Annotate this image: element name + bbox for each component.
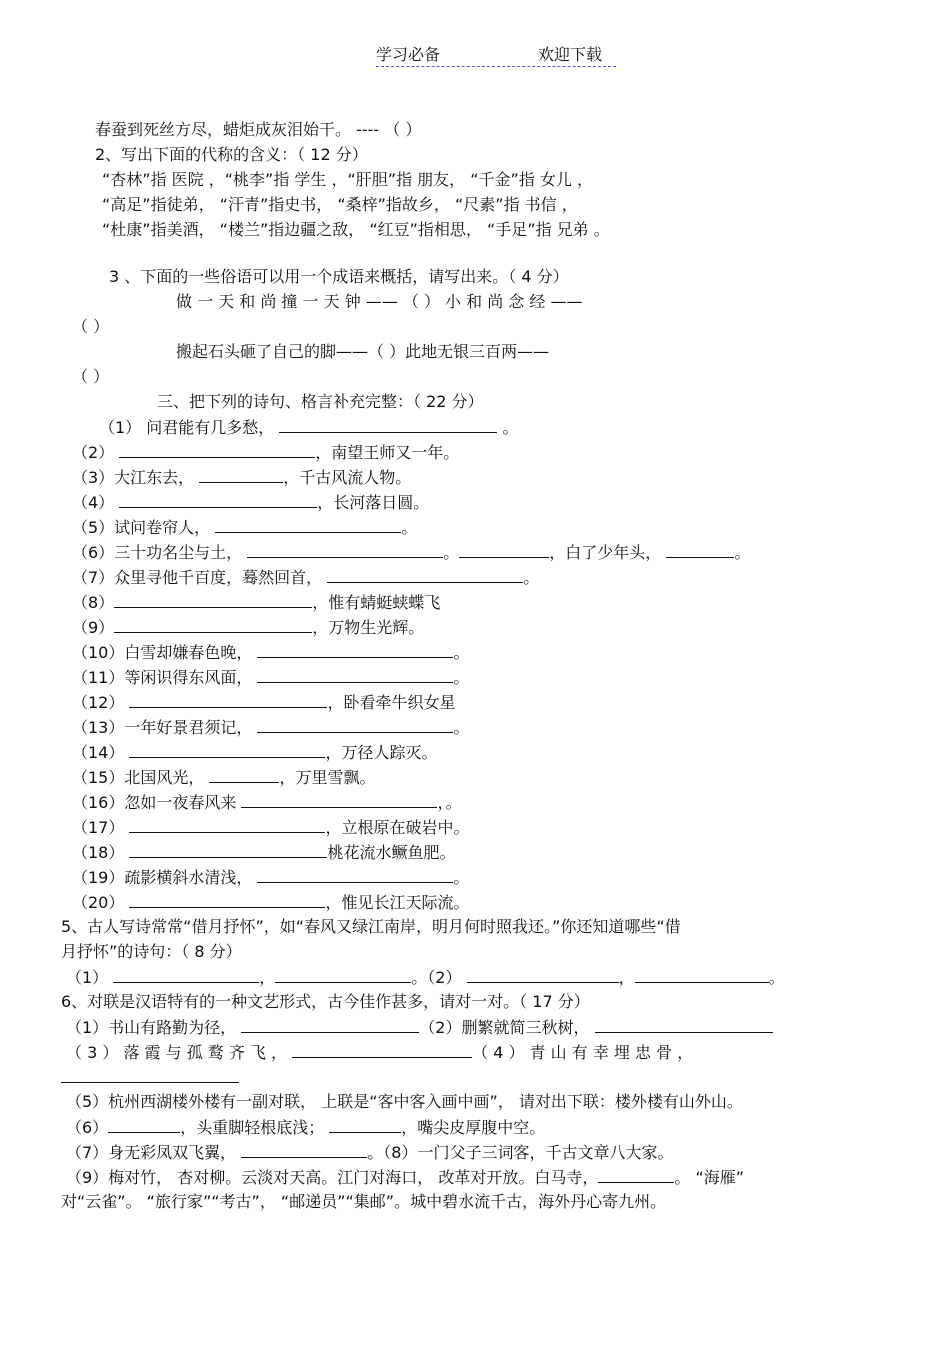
text-line bbox=[66, 1116, 545, 1139]
text-line bbox=[66, 1016, 773, 1039]
text-line bbox=[66, 1091, 743, 1113]
line-text: （19）疏影横斜水清浅， bbox=[72, 868, 258, 887]
line-text: （20） bbox=[72, 893, 130, 912]
text-line bbox=[176, 341, 549, 363]
answer-blank[interactable] bbox=[215, 516, 401, 533]
answer-blank[interactable] bbox=[257, 641, 453, 658]
line-text: 。 bbox=[453, 718, 470, 737]
answer-blank[interactable] bbox=[257, 666, 453, 683]
text-line bbox=[72, 316, 109, 338]
text-line bbox=[72, 691, 455, 714]
line-text: （13）一年好景君须记， bbox=[72, 718, 258, 737]
text-line bbox=[61, 1066, 239, 1089]
text-line bbox=[72, 766, 375, 789]
line-text: （1） 问君能有几多愁， bbox=[99, 418, 280, 437]
line-text: ， bbox=[618, 968, 635, 987]
line-text: （3）大江东去， bbox=[72, 468, 200, 487]
line-text: （2） bbox=[72, 443, 120, 462]
line-text: ，万径人踪灭。 bbox=[325, 743, 438, 762]
text-line bbox=[72, 591, 440, 614]
answer-blank[interactable] bbox=[257, 716, 453, 733]
text-line bbox=[157, 391, 484, 413]
text-line bbox=[102, 219, 610, 241]
text-line bbox=[61, 916, 681, 938]
line-text: “杏林”指 医院 ，“桃李”指 学生 ，“肝胆”指 朋友， “千金”指 女儿 ， bbox=[102, 170, 594, 189]
line-text: 搬起石头砸了自己的脚——（ ）此地无银三百两—— bbox=[176, 342, 550, 361]
text-line bbox=[95, 144, 368, 166]
line-text: ，嘴尖皮厚腹中空。 bbox=[401, 1118, 546, 1137]
text-line bbox=[72, 791, 461, 814]
line-text: （ 4 ） 青 山 有 幸 埋 忠 骨 ， bbox=[472, 1043, 694, 1062]
line-text: 。 bbox=[497, 418, 519, 437]
header-left-text: 学习必备 bbox=[376, 45, 441, 64]
line-text: ，万里雪飘。 bbox=[279, 768, 376, 787]
line-text: “杜康”指美酒， “楼兰”指边疆之敌， “红豆”指相思， “手足”指 兄弟 。 bbox=[102, 220, 610, 239]
line-text: 。 bbox=[453, 668, 470, 687]
answer-blank[interactable] bbox=[329, 1116, 401, 1133]
line-text: （12） bbox=[72, 693, 130, 712]
answer-blank[interactable] bbox=[129, 816, 325, 833]
text-line bbox=[72, 466, 411, 489]
answer-blank[interactable] bbox=[199, 466, 283, 483]
line-text: ，头重脚轻根底浅； bbox=[180, 1118, 330, 1137]
line-text: ，白了少年头， bbox=[549, 543, 667, 562]
answer-blank[interactable] bbox=[279, 416, 497, 433]
line-text: ，卧看牵牛织女星 bbox=[327, 693, 456, 712]
line-text: ，万物生光辉。 bbox=[312, 618, 425, 637]
line-text: 。（2） bbox=[411, 968, 467, 987]
answer-blank[interactable] bbox=[129, 691, 327, 708]
text-line bbox=[102, 194, 578, 216]
text-line bbox=[72, 741, 437, 764]
text-line bbox=[61, 991, 590, 1013]
text-line bbox=[72, 716, 469, 739]
answer-blank[interactable] bbox=[119, 441, 315, 458]
line-text: ，南望王师又一年。 bbox=[315, 443, 460, 462]
line-text: （1）书山有路勤为径， bbox=[66, 1018, 242, 1037]
line-text: （8） bbox=[72, 593, 115, 612]
line-text: （7）身无彩凤双飞翼， bbox=[66, 1143, 242, 1162]
line-text: 6、对联是汉语特有的一种文艺形式，古今佳作甚多，请对一对。（ 17 分） bbox=[61, 992, 590, 1011]
answer-blank[interactable] bbox=[241, 791, 437, 808]
answer-blank[interactable] bbox=[292, 1041, 472, 1058]
text-line bbox=[72, 816, 469, 839]
answer-blank[interactable] bbox=[129, 741, 325, 758]
line-text: （15）北国风光， bbox=[72, 768, 210, 787]
line-text: 春蚕到死丝方尽，蜡炬成灰泪始干。 ---- （ ） bbox=[95, 120, 422, 139]
answer-blank[interactable] bbox=[327, 566, 523, 583]
line-text: （17） bbox=[72, 818, 130, 837]
line-text: ， bbox=[259, 968, 276, 987]
line-text: （16）忽如一夜春风来 bbox=[72, 793, 242, 812]
answer-blank[interactable] bbox=[113, 966, 259, 983]
text-line bbox=[72, 641, 469, 664]
line-text: 3 、下面的一些俗语可以用一个成语来概括，请写出来。（ 4 分） bbox=[109, 267, 569, 286]
answer-blank[interactable] bbox=[275, 966, 411, 983]
answer-blank[interactable] bbox=[666, 541, 734, 558]
text-line bbox=[66, 1141, 673, 1164]
text-line bbox=[72, 891, 469, 914]
line-text: （ 3 ） 落 霞 与 孤 鹜 齐 飞 ， bbox=[66, 1043, 293, 1062]
text-line bbox=[102, 169, 593, 191]
text-line bbox=[66, 966, 785, 989]
line-text: ，立根原在破岩中。 bbox=[325, 818, 470, 837]
text-line bbox=[109, 266, 569, 288]
text-line bbox=[72, 866, 469, 889]
answer-blank[interactable] bbox=[598, 1166, 674, 1183]
answer-blank[interactable] bbox=[595, 1016, 773, 1033]
answer-blank[interactable] bbox=[635, 966, 769, 983]
answer-blank[interactable] bbox=[129, 841, 327, 858]
line-text: 。（8）一门父子三词客，千古文章八大家。 bbox=[367, 1143, 674, 1162]
line-text: 对“云雀”。 “旅行家”“考古”， “邮递员”“集邮”。城中碧水流千古，海外丹心寄九州。 bbox=[61, 1192, 667, 1211]
text-line bbox=[66, 1041, 693, 1064]
line-text: 5、古人写诗常常“借月抒怀”，如“春风又绿江南岸，明月何时照我还。”你还知道哪些“借 bbox=[61, 917, 681, 936]
line-text: ，惟见长江天际流。 bbox=[325, 893, 470, 912]
line-text: （ ） bbox=[72, 367, 110, 386]
answer-blank[interactable] bbox=[247, 541, 443, 558]
answer-blank[interactable] bbox=[257, 866, 453, 883]
line-text: 。 “海雁” bbox=[674, 1168, 745, 1187]
line-text: （9） bbox=[72, 618, 115, 637]
line-text: ，千古风流人物。 bbox=[283, 468, 412, 487]
line-text: 。 bbox=[443, 543, 460, 562]
answer-blank[interactable] bbox=[119, 491, 317, 508]
line-text: （2）删繁就简三秋树， bbox=[419, 1018, 595, 1037]
line-text: 。 bbox=[768, 968, 785, 987]
text-line bbox=[72, 841, 455, 864]
text-line bbox=[95, 119, 421, 141]
text-line bbox=[61, 1191, 666, 1213]
line-text: 。 bbox=[523, 568, 540, 587]
text-line bbox=[99, 416, 518, 439]
line-text: （11）等闲识得东风面， bbox=[72, 668, 258, 687]
line-text: （5）试问卷帘人， bbox=[72, 518, 216, 537]
text-line bbox=[176, 291, 582, 313]
line-text: 桃花流水鳜鱼肥。 bbox=[327, 843, 456, 862]
line-text: （7）众里寻他千百度，蓦然回首， bbox=[72, 568, 328, 587]
text-line bbox=[72, 441, 459, 464]
answer-blank[interactable] bbox=[108, 1116, 180, 1133]
text-line bbox=[72, 491, 429, 514]
line-text: 2、写出下面的代称的含义：（ 12 分） bbox=[95, 145, 368, 164]
answer-blank[interactable] bbox=[467, 966, 619, 983]
answer-blank[interactable] bbox=[241, 1016, 419, 1033]
line-text: （1） bbox=[66, 968, 114, 987]
line-text: 。 bbox=[453, 868, 470, 887]
line-text: （14） bbox=[72, 743, 130, 762]
answer-blank[interactable] bbox=[459, 541, 549, 558]
text-line bbox=[66, 1166, 744, 1189]
line-text: （9）梅对竹， 杏对柳。云淡对天高。江门对海口， 改革对开放。白马寺， bbox=[66, 1168, 599, 1187]
text-line bbox=[72, 516, 417, 539]
header-right-text: 欢迎下载 bbox=[538, 45, 603, 64]
answer-blank[interactable] bbox=[61, 1066, 239, 1083]
answer-blank[interactable] bbox=[241, 1141, 367, 1158]
line-text: （6）三十功名尘与土， bbox=[72, 543, 248, 562]
line-text: 。 bbox=[401, 518, 418, 537]
line-text: 做 一 天 和 尚 撞 一 天 钟 —— （ ） 小 和 尚 念 经 —— bbox=[176, 292, 583, 311]
line-text: ，惟有蜻蜓蛱蝶飞 bbox=[312, 593, 441, 612]
page-header bbox=[376, 42, 616, 67]
line-text: （4） bbox=[72, 493, 120, 512]
line-text: 。 bbox=[453, 643, 470, 662]
text-line bbox=[72, 541, 750, 564]
line-text: 三、把下列的诗句、格言补充完整：（ 22 分） bbox=[157, 392, 484, 411]
text-line bbox=[61, 941, 242, 963]
line-text: （6） bbox=[66, 1118, 109, 1137]
line-text: （10）白雪却嫌春色晚， bbox=[72, 643, 258, 662]
answer-blank[interactable] bbox=[209, 766, 279, 783]
line-text: 。 bbox=[734, 543, 751, 562]
answer-blank[interactable] bbox=[114, 616, 312, 633]
text-line bbox=[72, 566, 539, 589]
text-line bbox=[72, 366, 109, 388]
line-text: 月抒怀”的诗句：（ 8 分） bbox=[61, 942, 242, 961]
text-line bbox=[72, 616, 424, 639]
line-text: ，长河落日圆。 bbox=[317, 493, 430, 512]
answer-blank[interactable] bbox=[129, 891, 325, 908]
line-text: ，。 bbox=[437, 793, 462, 812]
line-text: （5）杭州西湖楼外楼有一副对联， 上联是“客中客入画中画”， 请对出下联：楼外楼有山外山。 bbox=[66, 1092, 743, 1111]
line-text: （18） bbox=[72, 843, 130, 862]
line-text: （ ） bbox=[72, 317, 110, 336]
answer-blank[interactable] bbox=[114, 591, 312, 608]
text-line bbox=[72, 666, 469, 689]
line-text: “高足”指徒弟， “汗青”指史书， “桑梓”指故乡， “尺素”指 书信 ， bbox=[102, 195, 578, 214]
